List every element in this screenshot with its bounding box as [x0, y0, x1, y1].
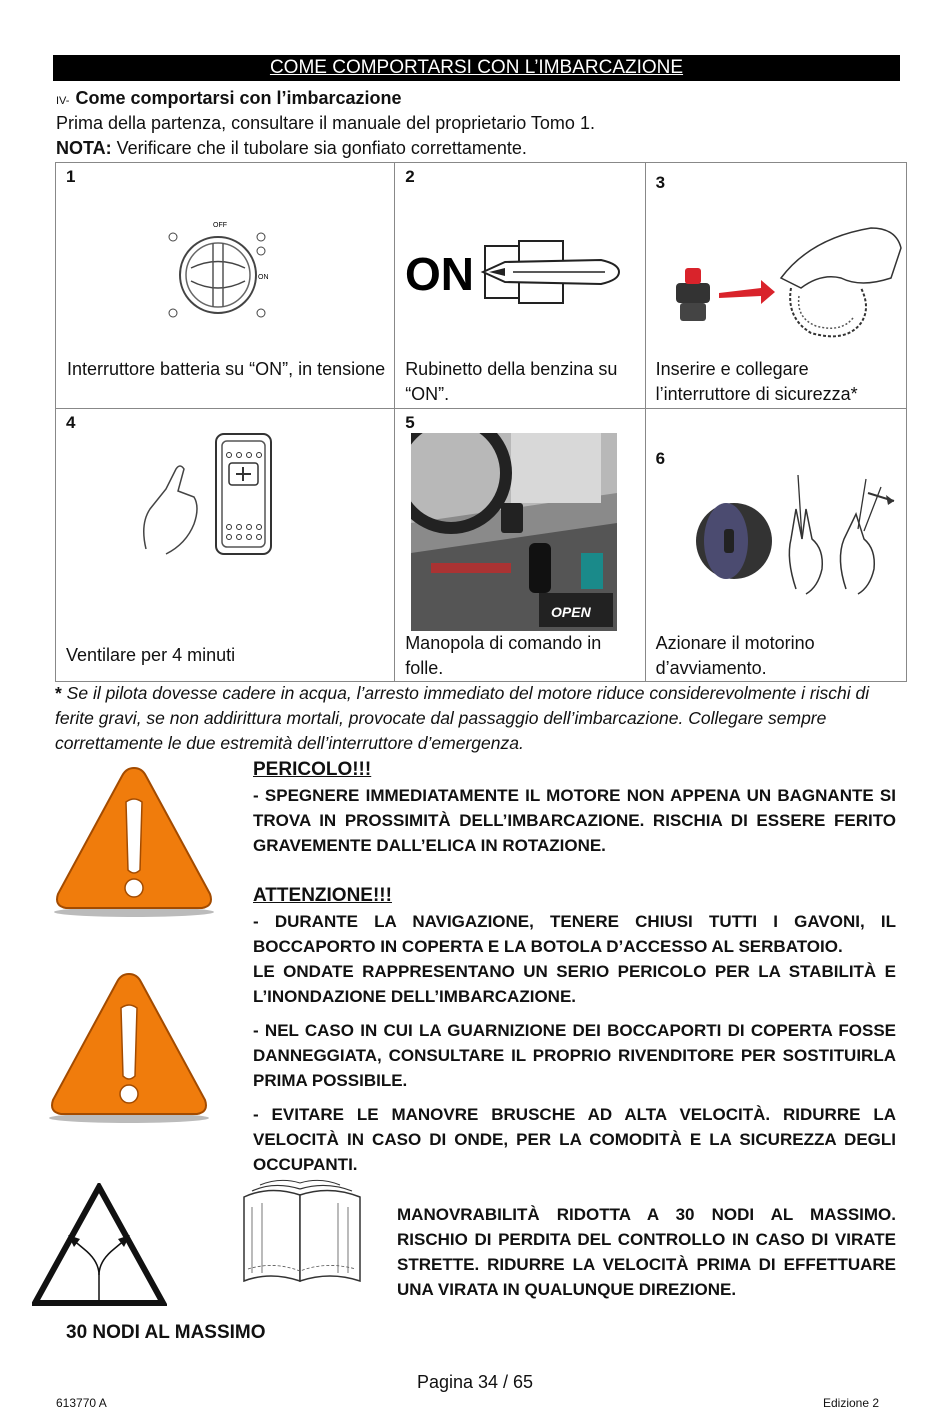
open-logo-text: OPEN [551, 604, 591, 620]
page-header-title: COME COMPORTARSI CON L’IMBARCAZIONE [53, 55, 900, 81]
fuel-on-label: ON [405, 248, 475, 300]
section-title [56, 88, 402, 109]
step-number: 6 [655, 449, 666, 468]
page-number: Pagina 34 / 65 [416, 1372, 534, 1392]
edition-label: Edizione 2 [823, 1396, 880, 1410]
note-line [56, 138, 527, 159]
step-cell-4 [56, 409, 395, 682]
warning-triangle-icon [44, 968, 214, 1126]
throttle-console-icon [411, 433, 617, 631]
step-cell-6 [645, 409, 906, 682]
attention-paragraph-4: - EVITARE LE MANOVRE BRUSCHE AD ALTA VELOCITÀ. RIDURRE LA VELOCITÀ IN CASO DI ONDE, PER LA COMODITÀ E LA SICUREZZA DEGLI OCCUPANTI. [253, 1105, 896, 1174]
attention-paragraph-3: - NEL CASO IN CUI LA GUARNIZIONE DEI BOCCAPORTI DI COPERTA FOSSE DANNEGGIATA, CONSULTARE IL PROPRIO RIVENDITORE PER SOSTITUIRLA PRIMA POSSIBILE. [253, 1021, 896, 1090]
turn-limit-icon [32, 1183, 167, 1307]
step-cell-1 [56, 163, 395, 409]
ventilation-switch-icon [136, 429, 286, 559]
note-label: NOTA: [56, 138, 112, 158]
intro-line: Prima della partenza, consultare il manuale del proprietario Tomo 1. [56, 113, 595, 133]
step-number: 2 [405, 167, 415, 186]
label-off: OFF [213, 222, 227, 229]
footnote-star: * [55, 683, 62, 703]
section-roman: IV- [56, 95, 70, 107]
danger-title: PERICOLO!!! [253, 759, 372, 780]
fuel-valve-icon [405, 238, 635, 308]
step-cell-2 [395, 163, 645, 409]
max-speed-caption: 30 NODI AL MASSIMO [66, 1322, 266, 1343]
section-title-text: Come comportarsi con l’imbarcazione [75, 88, 402, 108]
step-number: 3 [655, 173, 666, 192]
step-caption: Rubinetto della benzina su “ON”. [405, 359, 618, 404]
label-on: ON [258, 274, 269, 281]
attention-paragraph-2: LE ONDATE RAPPRESENTANO UN SERIO PERICOLO PER LA STABILITÀ E L’INONDAZIONE DELL’IMBARCAZIONE. [253, 962, 896, 1006]
danger-text: - SPEGNERE IMMEDIATAMENTE IL MOTORE NON APPENA UN BAGNANTE SI TROVA IN PROSSIMITÀ DELL’IMBARCAZIONE. RISCHIA DI ESSERE FERITO GRAVEMENTE DALL’ELICA IN ROTAZIONE. [253, 786, 896, 855]
kill-switch-icon [671, 218, 906, 348]
footnote [55, 681, 900, 756]
step-number: 5 [405, 413, 415, 432]
step-caption: Manopola di comando in folle. [405, 633, 602, 678]
steps-table [55, 162, 907, 682]
warning-triangle-icon [50, 762, 218, 920]
step-caption: Ventilare per 4 minuti [66, 645, 236, 665]
battery-switch-icon [161, 213, 281, 323]
attention-paragraph-1: - DURANTE LA NAVIGAZIONE, TENERE CHIUSI TUTTI I GAVONI, IL BOCCAPORTO IN COPERTA E LA BOTOLA D’ACCESSO AL SERBATOIO. [253, 912, 896, 956]
step-number: 4 [66, 413, 76, 432]
ignition-key-icon [696, 469, 906, 599]
manual-book-icon [240, 1177, 364, 1287]
step-number: 1 [66, 167, 76, 186]
step-caption: Interruttore batteria su “ON”, in tensione [67, 359, 386, 379]
maneuver-text: MANOVRABILITÀ RIDOTTA A 30 NODI AL MASSIMO. RISCHIO DI PERDITA DEL CONTROLLO IN CASO DI VIRATE STRETTE. RIDURRE LA VELOCITÀ PRIMA DI EFFETTUARE UNA VIRATA IN QUALUNQUE DIREZIONE. [397, 1205, 896, 1299]
note-text: Verificare che il tubolare sia gonfiato correttamente. [111, 138, 527, 158]
step-caption: Azionare il motorino d’avviamento. [655, 633, 815, 678]
footnote-text: Se il pilota dovesse cadere in acqua, l’arresto immediato del motore riduce considerevolmente i rischi di ferite gravi, se non addirittura mortali, provocate dal passaggio dell’imbarcazione. Collegare sempre correttamente le due estremità dell’interruttore d’emergenza. [55, 683, 870, 753]
attention-title: ATTENZIONE!!! [253, 885, 392, 906]
step-caption: Inserire e collegare l’interruttore di sicurezza* [655, 359, 858, 404]
step-cell-5 [395, 409, 645, 682]
document-code: 613770 A [56, 1396, 107, 1410]
step-cell-3 [645, 163, 906, 409]
